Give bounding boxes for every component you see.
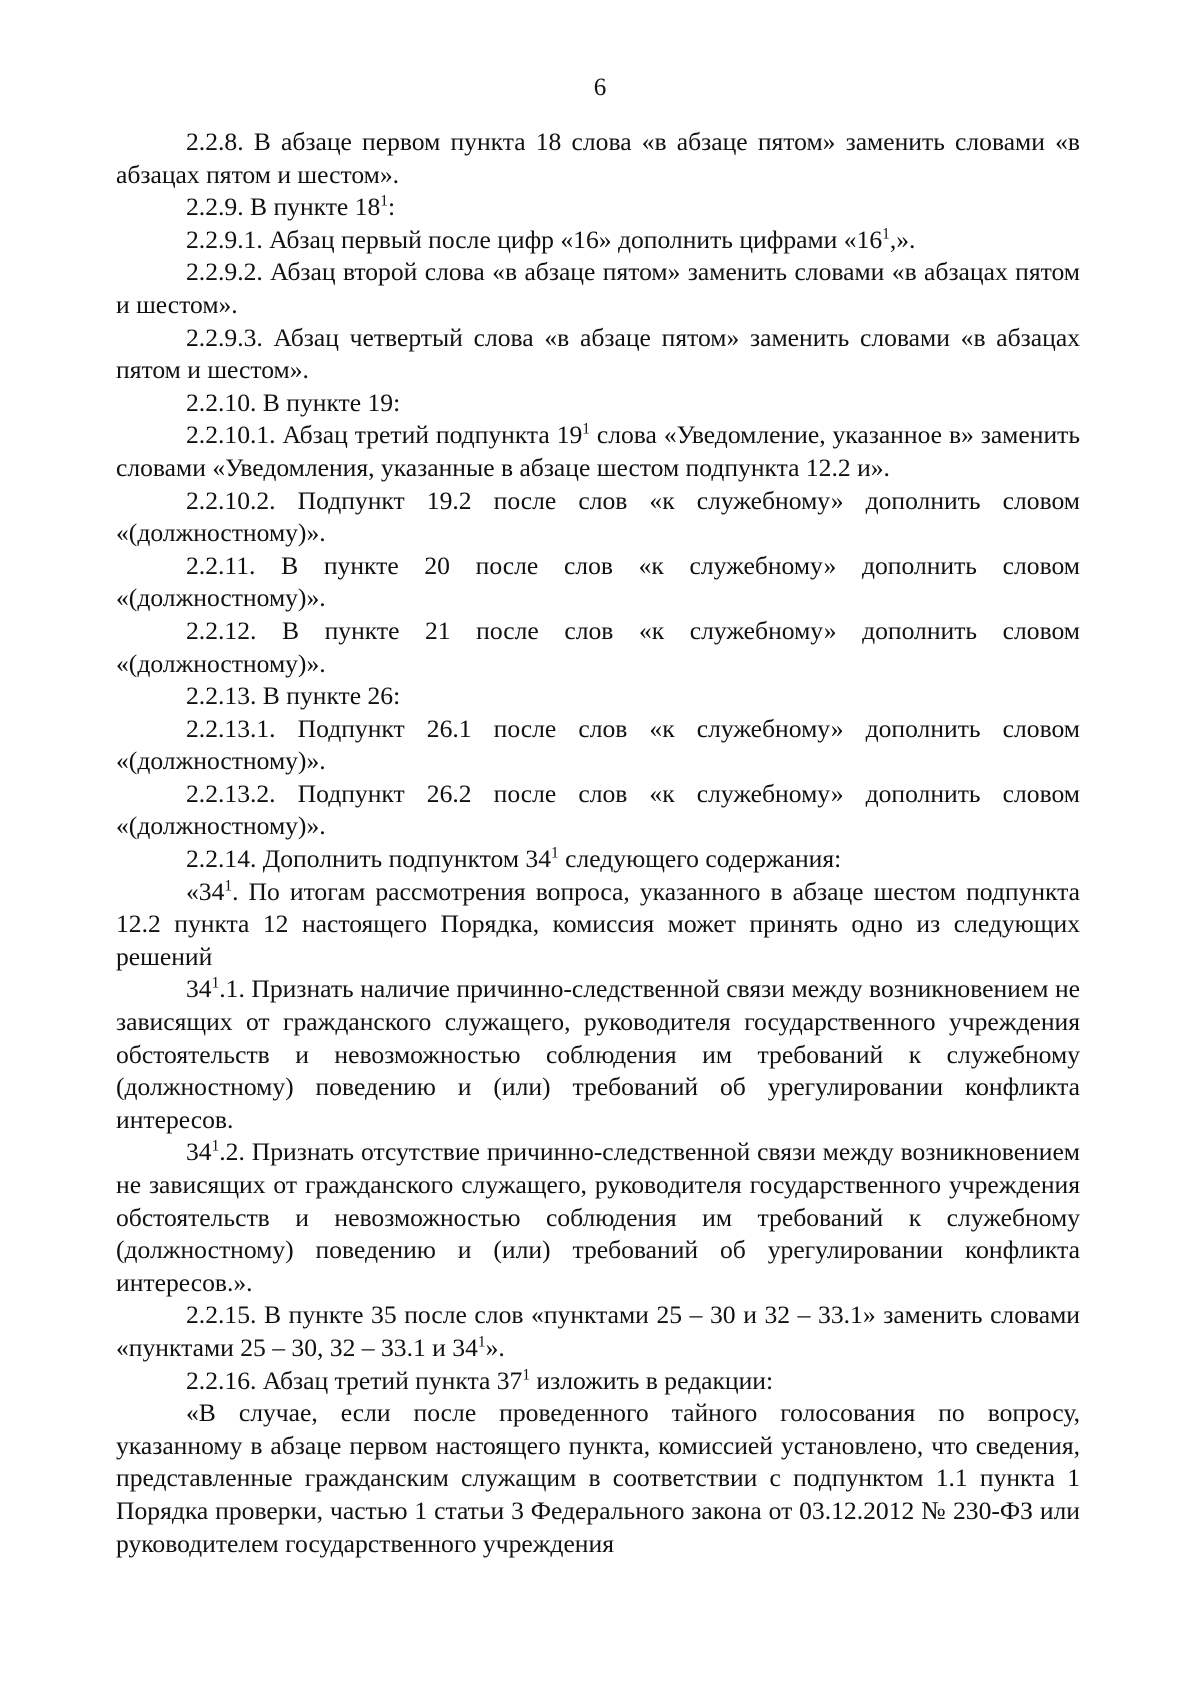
paragraph-text: 2.2.10.2. Подпункт 19.2 после слов «к служебному» дополнить словом «(должностному)». (116, 485, 1080, 548)
superscript: 1 (582, 420, 590, 438)
superscript: 1 (380, 192, 388, 210)
paragraph (116, 126, 1080, 191)
paragraph (116, 1136, 1080, 1299)
paragraph-text: изложить в редакции: (530, 1365, 774, 1395)
document-body (116, 126, 1080, 1560)
paragraph-text: .1. Признать наличие причинно-следственной связи между возникновением не зависящих от гражданского служащего, руководителя государственного учреждения обстоятельств и невозможностью соблюдения им требований к служебному (должностному) поведению и (или) требований об урегулировании конфликта интересов. (116, 974, 1080, 1134)
paragraph-text: 2.2.13.2. Подпункт 26.2 после слов «к служебному» дополнить словом «(должностному)». (116, 778, 1080, 841)
paragraph-text: .2. Признать отсутствие причинно-следственной связи между возникновением не зависящих от гражданского служащего, руководителя государственного учреждения обстоятельств и невозможностью соблюдения им требований к служебному (должностному) поведению и (или) требований об урегулировании конфликта интересов.». (116, 1137, 1080, 1297)
paragraph (116, 419, 1080, 484)
paragraph (116, 191, 1080, 224)
paragraph-text: 2.2.11. В пункте 20 после слов «к служебному» дополнить словом «(должностному)». (116, 550, 1080, 613)
paragraph (116, 387, 1080, 420)
paragraph-text: 2.2.9.1. Абзац первый после цифр «16» дополнить цифрами «16 (186, 224, 883, 254)
paragraph-text: «34 (186, 876, 225, 906)
paragraph-text: 2.2.9.3. Абзац четвертый слова «в абзаце пятом» заменить словами «в абзацах пятом и шестом». (116, 322, 1080, 385)
paragraph-text: 2.2.9. В пункте 18 (186, 192, 381, 222)
paragraph-text: ,». (889, 224, 916, 254)
paragraph-text: «В случае, если после проведенного тайного голосования по вопросу, указанному в абзаце первом настоящего пункта, комиссией установлено, что сведения, представленные гражданским служащим в соответствии с подпунктом 1.1 пункта 1 Порядка проверки, частью 1 статьи 3 Федерального закона от 03.12.2012 № 230-ФЗ или руководителем государственного учреждения (116, 1398, 1080, 1558)
paragraph-text: 34 (186, 1137, 212, 1167)
paragraph-text: 2.2.15. В пункте 35 после слов «пунктами 25 – 30 и 32 – 33.1» заменить словами «пунктами 25 – 30, 32 – 33.1 и 34 (116, 1300, 1080, 1362)
paragraph (116, 550, 1080, 615)
paragraph (116, 843, 1080, 876)
superscript: 1 (882, 225, 890, 243)
paragraph (116, 485, 1080, 550)
paragraph (116, 1397, 1080, 1560)
paragraph-text: 2.2.14. Дополнить подпунктом 34 (186, 844, 552, 874)
paragraph (116, 224, 1080, 257)
paragraph (116, 322, 1080, 387)
paragraph-text: 2.2.13.1. Подпункт 26.1 после слов «к служебному» дополнить словом «(должностному)». (116, 713, 1080, 776)
superscript: 1 (477, 1333, 486, 1351)
paragraph (116, 615, 1080, 680)
superscript: 1 (551, 844, 559, 862)
superscript: 1 (211, 1137, 220, 1155)
superscript: 1 (211, 974, 220, 992)
paragraph-text: 34 (186, 974, 212, 1004)
paragraph (116, 778, 1080, 843)
paragraph-text: 2.2.16. Абзац третий пункта 37 (186, 1365, 523, 1395)
paragraph (116, 1299, 1080, 1364)
paragraph-text: 2.2.8. В абзаце первом пункта 18 слова «в абзаце пятом» заменить словами «в абзацах пятом и шестом». (116, 127, 1080, 189)
paragraph-text: . По итогам рассмотрения вопроса, указанного в абзаце шестом подпункта 12.2 пункта 12 настоящего Порядка, комиссия может принять одно из следующих решений (116, 876, 1080, 971)
paragraph-text: 2.2.9.2. Абзац второй слова «в абзаце пятом» заменить словами «в абзацах пятом и шестом». (116, 257, 1080, 319)
paragraph-text: : (387, 192, 396, 222)
superscript: 1 (224, 877, 233, 895)
paragraph-text: 2.2.13. В пункте 26: (186, 681, 401, 711)
paragraph-text: ». (485, 1332, 505, 1362)
paragraph (116, 1365, 1080, 1398)
paragraph-text: следующего содержания: (558, 844, 842, 874)
paragraph (116, 973, 1080, 1136)
paragraph (116, 680, 1080, 713)
paragraph-text: 2.2.10.1. Абзац третий подпункта 19 (186, 420, 583, 450)
paragraph (116, 713, 1080, 778)
paragraph-text: 2.2.12. В пункте 21 после слов «к служебному» дополнить словом «(должностному)». (116, 615, 1080, 678)
page-number: 6 (593, 74, 607, 101)
paragraph-text: 2.2.10. В пункте 19: (186, 387, 401, 417)
superscript: 1 (522, 1366, 531, 1384)
paragraph (116, 256, 1080, 321)
paragraph-text: слова «Уведомление, указанное в» заменить словами «Уведомления, указанные в абзаце шестом подпункта 12.2 и». (116, 420, 1080, 482)
paragraph (116, 876, 1080, 974)
